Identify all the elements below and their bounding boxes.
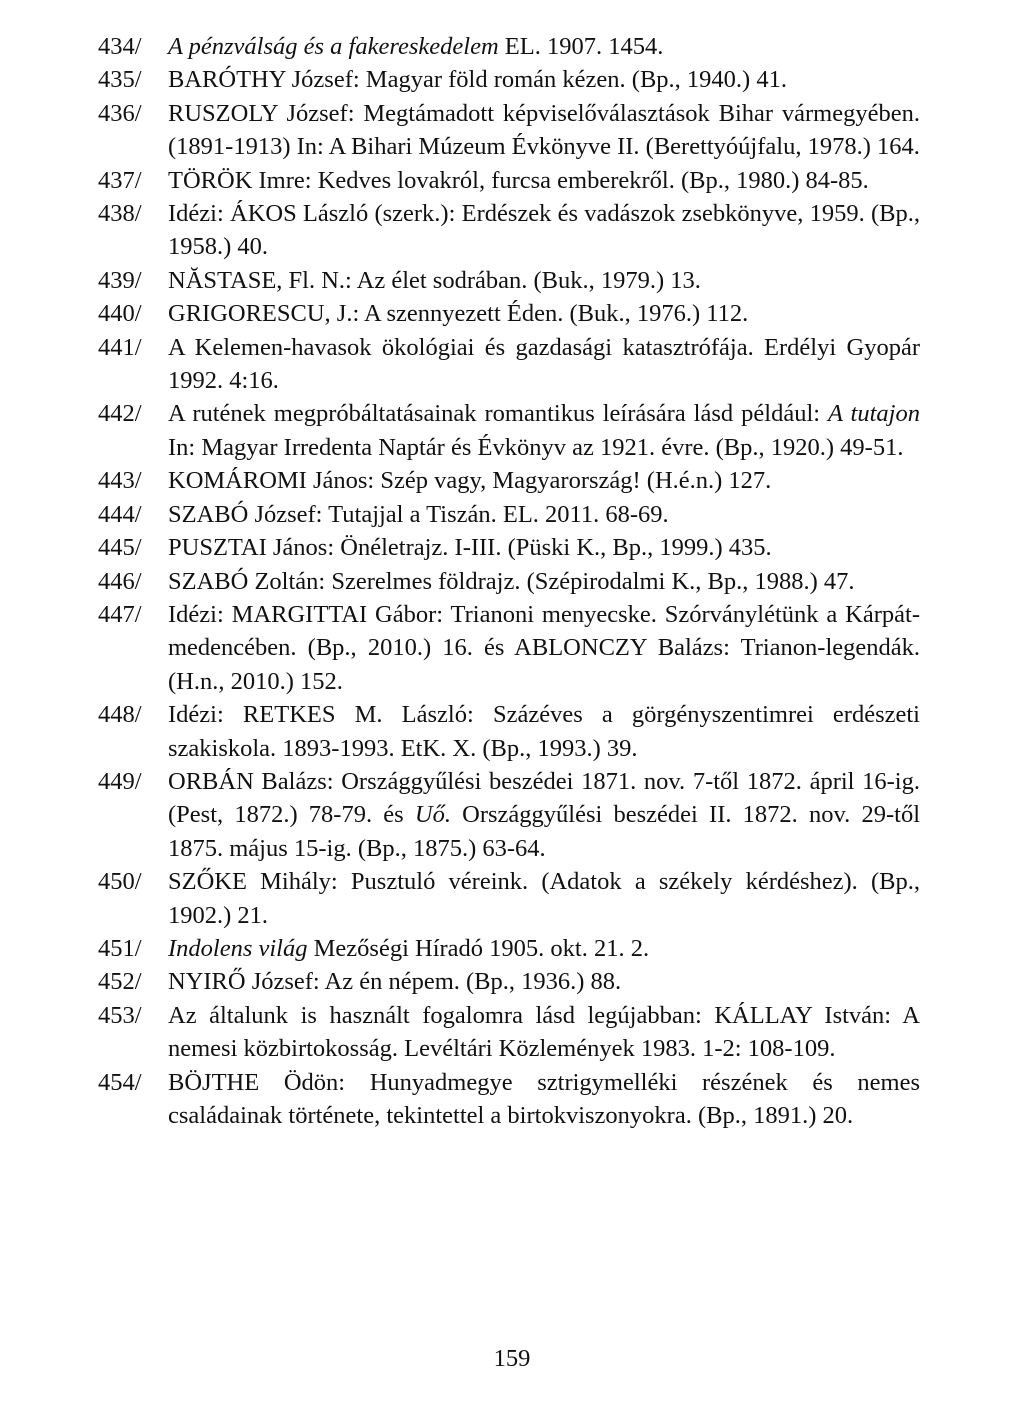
footnote-number: 443/: [98, 467, 142, 495]
footnote-number: 454/: [98, 1068, 142, 1096]
footnote-text: [168, 598, 920, 698]
italic-title: Uő.: [414, 801, 451, 829]
footnote-number: 434/: [98, 33, 142, 60]
text-segment: A rutének megpróbáltatásainak romantikus leírására lásd például:: [168, 400, 829, 428]
footnote-number: 441/: [98, 333, 142, 361]
footnote-number: 440/: [98, 300, 142, 328]
footnote-number: 444/: [98, 500, 142, 528]
footnote-text: [168, 97, 920, 164]
footnote-entry: [98, 865, 920, 932]
footnote-entry: [98, 97, 920, 164]
italic-title: A tutajon: [828, 400, 920, 428]
footnote-entry: [98, 932, 920, 965]
footnote-entry: [98, 698, 920, 765]
footnote-entry: [98, 397, 920, 464]
page-number: 159: [493, 1345, 531, 1372]
text-segment: Mezőségi Híradó 1905. okt. 21. 2.: [307, 934, 650, 962]
italic-title: Indolens világ: [168, 934, 308, 962]
footnote-text: [168, 932, 920, 965]
footnote-entry: [98, 297, 920, 330]
footnote-text: [168, 197, 920, 264]
footnote-number: 448/: [98, 701, 142, 729]
footnote-text: [168, 331, 920, 398]
footnote-entry: [98, 765, 920, 865]
footnote-text: [168, 565, 920, 598]
footnote-entry: [98, 1066, 920, 1133]
footnote-text: [168, 698, 920, 765]
footnote-number: 446/: [98, 567, 142, 595]
footnote-list: [98, 30, 920, 1132]
footnote-entry: [98, 331, 920, 398]
footnote-number: 449/: [98, 767, 142, 795]
footnote-number: 452/: [98, 968, 142, 996]
footnote-entry: [98, 197, 920, 264]
footnote-number: 435/: [98, 66, 142, 94]
text-segment: ORBÁN Balázs: Országgyűlési beszédei 1871. nov. 7-től 1872. ápril 16-ig. (Pest, 1872.) 78-79. és: [168, 767, 920, 829]
footnote-entry: [98, 598, 920, 698]
text-segment: EL. 1907. 1454.: [498, 33, 664, 60]
footnote-entry: [98, 531, 920, 564]
footnote-number: 447/: [98, 600, 142, 628]
text-segment: TÖRÖK Imre: Kedves lovakról, furcsa emberekről. (Bp., 1980.) 84-85.: [168, 166, 869, 194]
text-segment: Idézi: MARGITTAI Gábor: Trianoni menyecske. Szórványlétünk a Kárpát-medencében. (Bp., 2010.) 16. és ABLONCZY Balázs: Trianon-legendák. (H.n., 2010.) 152.: [168, 600, 920, 695]
text-segment: BARÓTHY József: Magyar föld román kézen. (Bp., 1940.) 41.: [168, 66, 787, 94]
text-segment: NĂSTASE, Fl. N.: Az élet sodrában. (Buk., 1979.) 13.: [168, 266, 701, 294]
text-segment: SZŐKE Mihály: Pusztuló véreink. (Adatok a székely kérdéshez). (Bp., 1902.) 21.: [168, 868, 920, 929]
footnote-number: 442/: [98, 400, 142, 428]
footnote-text: [168, 63, 920, 96]
footnote-text: [168, 865, 920, 932]
footnote-text: [168, 464, 920, 497]
footnote-number: 453/: [98, 1001, 142, 1029]
footnote-number: 437/: [98, 166, 142, 194]
footnote-number: 451/: [98, 934, 142, 962]
footnote-entry: [98, 164, 920, 197]
footnote-entry: [98, 30, 920, 63]
footnote-text: [168, 1066, 920, 1133]
footnote-entry: [98, 999, 920, 1066]
text-segment: Idézi: ÁKOS László (szerk.): Erdészek és vadászok zsebkönyve, 1959. (Bp., 1958.) 40.: [168, 200, 920, 261]
text-segment: SZABÓ József: Tutajjal a Tiszán. EL. 2011. 68-69.: [168, 500, 669, 528]
text-segment: RUSZOLY József: Megtámadott képviselőválasztások Bihar vármegyében. (1891-1913) In: A Bihari Múzeum Évkönyve II. (Berettyóújfalu, 1978.) 164.: [168, 99, 920, 161]
text-segment: Országgyűlési beszédei II. 1872. nov. 29-től 1875. május 15-ig. (Bp., 1875.) 63-64.: [168, 801, 921, 862]
footnote-text: [168, 30, 920, 63]
footnote-entry: [98, 565, 920, 598]
text-segment: Idézi: RETKES M. László: Százéves a görgényszentimrei erdészeti szakiskola. 1893-1993. EtK. X. (Bp., 1993.) 39.: [168, 701, 920, 762]
footnote-text: [168, 264, 920, 297]
footnote-text: [168, 397, 920, 464]
footnote-text: [168, 297, 920, 330]
footnote-entry: [98, 464, 920, 497]
text-segment: PUSZTAI János: Önéletrajz. I-III. (Püski K., Bp., 1999.) 435.: [168, 534, 772, 562]
footnote-number: 445/: [98, 534, 142, 562]
footnote-number: 439/: [98, 266, 142, 294]
text-segment: BÖJTHE Ödön: Hunyadmegye sztrigymelléki részének és nemes családainak története, tekintettel a birtokviszonyokra. (Bp., 1891.) 20.: [168, 1068, 920, 1129]
footnote-text: [168, 765, 920, 865]
footnote-entry: [98, 498, 920, 531]
text-segment: KOMÁROMI János: Szép vagy, Magyarország! (H.é.n.) 127.: [168, 467, 772, 495]
footnote-text: [168, 965, 920, 998]
footnote-text: [168, 498, 920, 531]
footnote-text: [168, 531, 920, 564]
italic-title: A pénzválság és a fakereskedelem: [168, 33, 499, 60]
text-segment: A Kelemen-havasok ökológiai és gazdasági katasztrófája. Erdélyi Gyopár 1992. 4:16.: [168, 333, 920, 395]
footnote-text: [168, 999, 920, 1066]
text-segment: NYIRŐ József: Az én népem. (Bp., 1936.) 88.: [168, 968, 622, 996]
text-segment: GRIGORESCU, J.: A szennyezett Éden. (Buk., 1976.) 112.: [168, 300, 749, 328]
text-segment: In: Magyar Irredenta Naptár és Évkönyv az 1921. évre. (Bp., 1920.) 49-51.: [168, 433, 904, 461]
footnote-text: [168, 164, 920, 197]
footnote-number: 436/: [98, 99, 142, 127]
text-segment: SZABÓ Zoltán: Szerelmes földrajz. (Szépirodalmi K., Bp., 1988.) 47.: [168, 567, 855, 595]
text-segment: Az általunk is használt fogalomra lásd legújabban: KÁLLAY István: A nemesi közbirtokosság. Levéltári Közlemények 1983. 1-2: 108-109.: [168, 1001, 920, 1063]
footnote-number: 438/: [98, 200, 142, 228]
footnote-entry: [98, 965, 920, 998]
footnote-entry: [98, 63, 920, 96]
footnote-number: 450/: [98, 868, 142, 896]
footnote-entry: [98, 264, 920, 297]
